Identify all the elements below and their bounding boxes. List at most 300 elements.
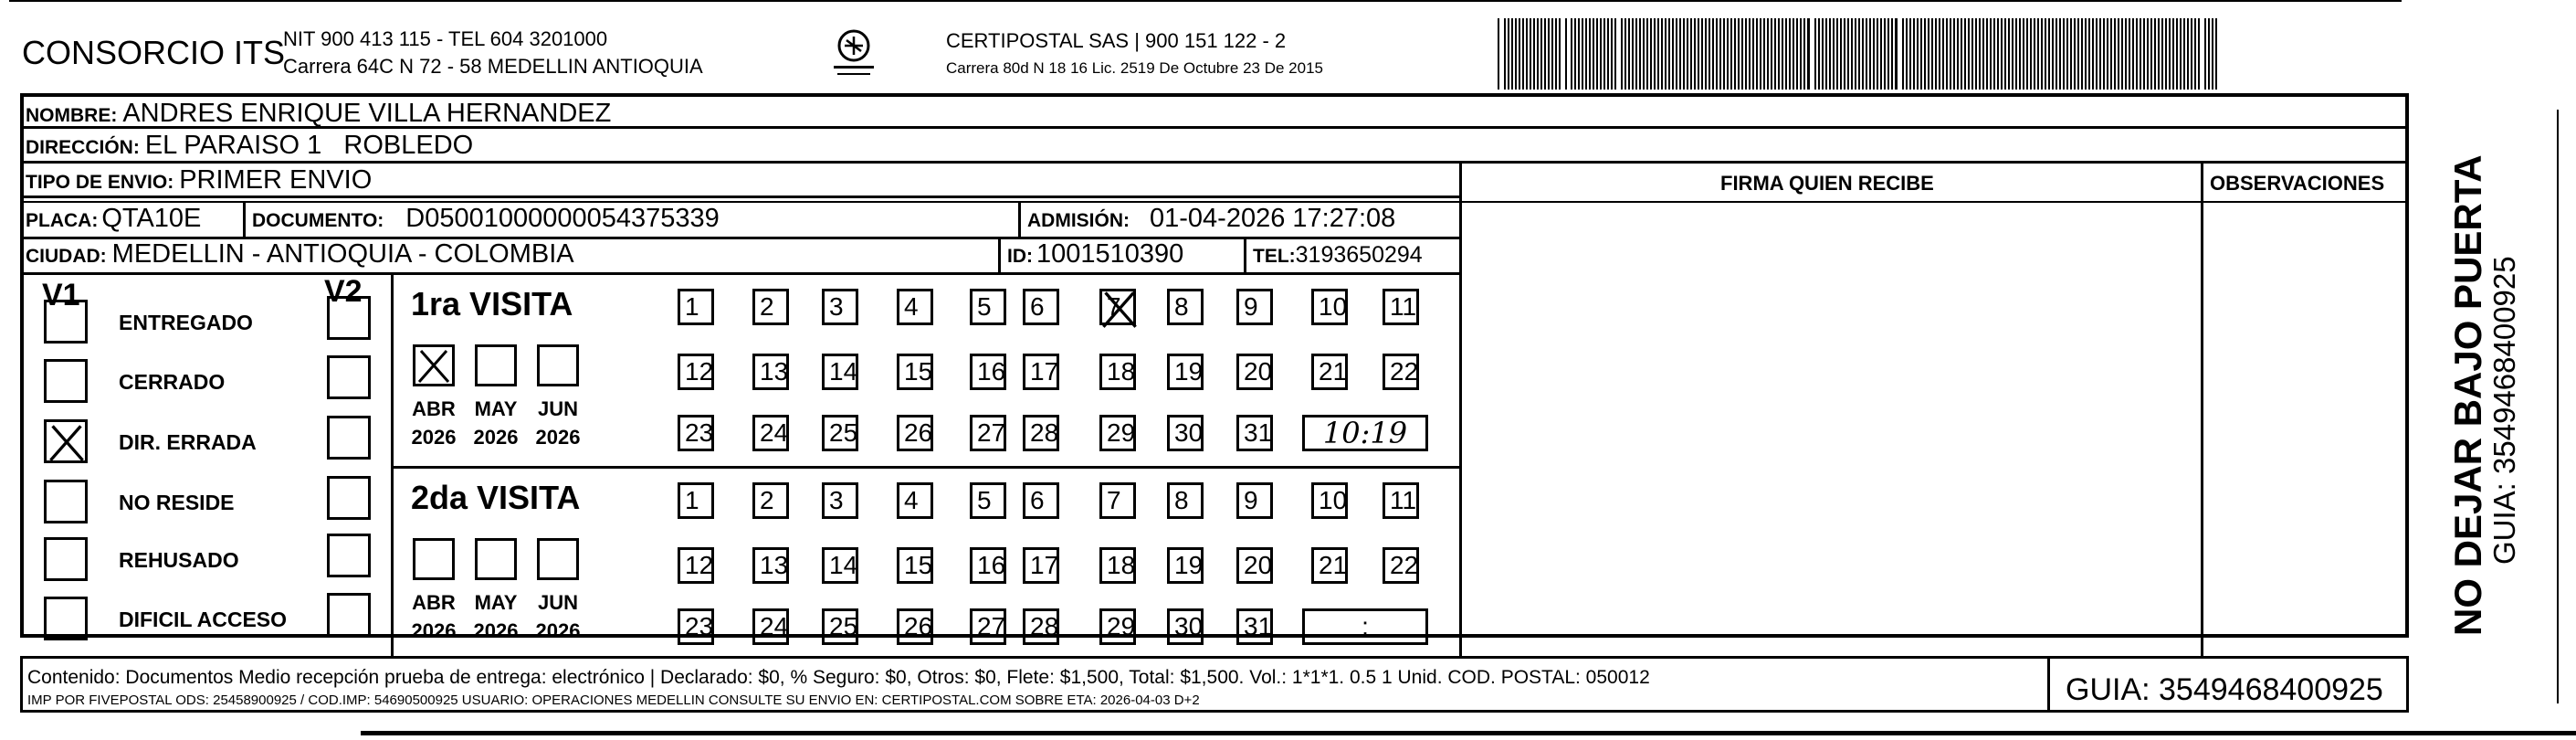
barcode-bar <box>1661 18 1663 90</box>
day-number: 24 <box>760 612 789 640</box>
barcode-bar <box>2045 18 2046 90</box>
barcode-bar <box>2114 18 2116 90</box>
barcode-bar <box>1683 18 1685 90</box>
day-box[interactable] <box>1099 415 1136 451</box>
barcode-bar <box>1705 18 1707 90</box>
barcode-bar <box>1891 18 1893 90</box>
carrier-line2: Carrera 80d N 18 16 Lic. 2519 De Octubre 23 De 2015 <box>946 59 1323 77</box>
day-box[interactable] <box>1236 415 1273 451</box>
barcode-bar <box>2158 18 2160 90</box>
day-box[interactable] <box>970 415 1006 451</box>
barcode-bar <box>1745 18 1747 90</box>
barcode-bar <box>2212 18 2213 90</box>
barcode-bar <box>1522 18 1524 90</box>
barcode-bar <box>1727 18 1729 90</box>
row-divider <box>20 161 2409 164</box>
barcode-bar <box>1858 18 1860 90</box>
month-checkbox[interactable] <box>475 344 517 386</box>
barcode-bar <box>2136 18 2138 90</box>
day-number: 25 <box>829 612 858 640</box>
field-divider <box>1018 201 1021 237</box>
barcode-bar <box>1574 18 1576 90</box>
day-number: 15 <box>904 551 933 579</box>
day-box[interactable] <box>1023 482 1059 519</box>
day-box[interactable] <box>897 482 933 519</box>
barcode-bar <box>2129 18 2130 90</box>
day-box[interactable] <box>1236 547 1273 584</box>
barcode-bar <box>1800 18 1802 90</box>
month-year: 2026 <box>411 426 457 449</box>
day-box[interactable] <box>1023 547 1059 584</box>
barcode-bar <box>1986 18 1988 90</box>
day-number: 8 <box>1174 486 1189 514</box>
day-box[interactable] <box>897 354 933 390</box>
field-divider <box>243 201 246 237</box>
barcode-bar <box>1818 18 1820 90</box>
v1-checkbox-4[interactable] <box>44 537 88 581</box>
day-number: 12 <box>685 357 714 386</box>
day-box[interactable] <box>1383 354 1419 390</box>
day-box[interactable] <box>970 354 1006 390</box>
barcode-bar <box>1862 18 1864 90</box>
barcode-bar <box>1508 18 1509 90</box>
barcode-bar <box>1614 18 1616 90</box>
check-mark-icon <box>1099 289 1140 329</box>
day-box[interactable] <box>1167 415 1204 451</box>
barcode-bar <box>1585 18 1587 90</box>
day-box[interactable] <box>1383 289 1419 325</box>
barcode-bar <box>2194 18 2196 90</box>
day-box[interactable] <box>1167 289 1204 325</box>
visit-time-box[interactable] <box>1302 608 1428 645</box>
day-number: 2 <box>760 486 774 514</box>
barcode-bar <box>2121 18 2123 90</box>
day-box[interactable] <box>752 547 789 584</box>
day-box[interactable] <box>897 289 933 325</box>
v2-checkbox-0[interactable] <box>327 296 371 340</box>
day-number: 26 <box>904 418 933 447</box>
barcode-bar <box>1836 18 1838 90</box>
month-checkbox[interactable] <box>413 538 455 580</box>
barcode-bar <box>1950 18 1951 90</box>
barcode-bar <box>1760 18 1761 90</box>
month-year: 2026 <box>535 619 581 642</box>
day-number: 16 <box>977 357 1006 386</box>
day-number: 20 <box>1244 551 1273 579</box>
barcode-bar <box>2169 18 2171 90</box>
day-number: 22 <box>1390 357 1419 386</box>
barcode-bar <box>2041 18 2043 90</box>
v2-checkbox-5[interactable] <box>327 593 371 637</box>
barcode-bar <box>2063 18 2065 90</box>
tipo-envio-label: TIPO DE ENVIO: <box>26 172 174 193</box>
day-number: 27 <box>977 418 1006 447</box>
day-box[interactable] <box>1099 608 1136 645</box>
day-box[interactable] <box>970 547 1006 584</box>
barcode-bar <box>1982 18 1984 90</box>
day-number: 17 <box>1030 357 1059 386</box>
nombre-value: ANDRES ENRIQUE VILLA HERNANDEZ <box>122 99 612 128</box>
day-number: 5 <box>977 292 992 321</box>
day-number: 19 <box>1174 357 1204 386</box>
barcode-bar <box>2118 18 2119 90</box>
visit-time-box[interactable] <box>1302 415 1428 451</box>
barcode-bar <box>2081 18 2083 90</box>
barcode-bar <box>1763 18 1765 90</box>
barcode-bar <box>2172 18 2174 90</box>
barcode-bar <box>1866 18 1867 90</box>
month-year: 2026 <box>473 426 519 449</box>
barcode-bar <box>1504 18 1506 90</box>
day-number: 22 <box>1390 551 1419 579</box>
day-box[interactable] <box>678 415 714 451</box>
barcode-bar <box>1621 18 1623 90</box>
day-box[interactable] <box>1383 482 1419 519</box>
barcode-bar <box>1924 18 1926 90</box>
barcode-bar <box>1774 18 1776 90</box>
day-box[interactable] <box>1099 547 1136 584</box>
day-box[interactable] <box>897 415 933 451</box>
barcode-bar <box>2103 18 2105 90</box>
barcode-bar <box>1551 18 1553 90</box>
day-number: 11 <box>1390 486 1417 514</box>
day-box[interactable] <box>822 415 858 451</box>
barcode-bar <box>1975 18 1977 90</box>
day-box[interactable] <box>822 608 858 645</box>
day-box[interactable] <box>897 608 933 645</box>
barcode-bar <box>1690 18 1692 90</box>
day-number: 13 <box>760 551 789 579</box>
v1-checkbox-0[interactable] <box>44 300 88 344</box>
barcode-bar <box>1559 18 1561 90</box>
day-number: 12 <box>685 551 714 579</box>
day-box[interactable] <box>1167 608 1204 645</box>
day-number: 21 <box>1319 551 1348 579</box>
barcode-bar <box>1571 18 1572 90</box>
barcode-bar <box>1544 18 1546 90</box>
barcode-bar <box>1789 18 1791 90</box>
barcode-bar <box>2204 18 2206 90</box>
barcode-bar <box>1611 18 1613 90</box>
day-box[interactable] <box>970 482 1006 519</box>
barcode-bar <box>1624 18 1626 90</box>
barcode-bar <box>1961 18 1962 90</box>
day-box[interactable] <box>678 289 714 325</box>
barcode-bar <box>1906 18 1908 90</box>
month-name: MAY <box>474 591 518 614</box>
placa-value: QTA10E <box>101 204 202 233</box>
day-box[interactable] <box>752 608 789 645</box>
barcode-bar <box>2150 18 2152 90</box>
tipo-envio-value: PRIMER ENVIO <box>179 165 373 195</box>
barcode-bar <box>1752 18 1754 90</box>
barcode-bar <box>1756 18 1758 90</box>
barcode-bar <box>1814 18 1816 90</box>
barcode-bar <box>1654 18 1656 90</box>
barcode-bar <box>1964 18 1966 90</box>
barcode-bar <box>1884 18 1886 90</box>
barcode-bar <box>2088 18 2090 90</box>
day-box[interactable] <box>678 608 714 645</box>
barcode-bar <box>2004 18 2006 90</box>
side-edge-line <box>2557 110 2559 703</box>
barcode-bar <box>2176 18 2178 90</box>
barcode-bar <box>1701 18 1703 90</box>
day-number: 25 <box>829 418 858 447</box>
barcode-bar <box>2030 18 2032 90</box>
barcode-bar <box>2001 18 2003 90</box>
day-box[interactable] <box>1311 289 1348 325</box>
day-number: 15 <box>904 357 933 386</box>
barcode-bar <box>2034 18 2035 90</box>
barcode-bar <box>1807 18 1810 90</box>
barcode-bar <box>1533 18 1535 90</box>
row-divider <box>20 201 2409 203</box>
barcode-bar <box>1712 18 1714 90</box>
day-box[interactable] <box>752 482 789 519</box>
month-checkbox[interactable] <box>475 538 517 580</box>
v2-checkbox-3[interactable] <box>327 476 371 520</box>
bottom-rule <box>361 731 2576 735</box>
barcode-bar <box>2059 18 2061 90</box>
barcode-bar <box>2026 18 2028 90</box>
company-name: CONSORCIO ITS <box>22 34 286 71</box>
day-box[interactable] <box>1023 289 1059 325</box>
day-box[interactable] <box>752 354 789 390</box>
day-number: 28 <box>1030 418 1059 447</box>
barcode-bar <box>1719 18 1721 90</box>
day-box[interactable] <box>897 547 933 584</box>
day-box[interactable] <box>970 289 1006 325</box>
month-name: JUN <box>537 591 578 614</box>
barcode-bar <box>1698 18 1699 90</box>
day-box[interactable] <box>678 482 714 519</box>
barcode-bar <box>1734 18 1736 90</box>
day-box[interactable] <box>822 354 858 390</box>
tracking-barcode <box>1498 18 2228 90</box>
placa-label: PLACA: <box>26 210 99 231</box>
status-divider <box>391 272 394 656</box>
barcode-bar <box>1785 18 1787 90</box>
day-number: 16 <box>977 551 1006 579</box>
day-number: 23 <box>685 612 714 640</box>
month-checkbox[interactable] <box>413 344 455 386</box>
month-checkbox[interactable] <box>537 538 579 580</box>
day-box[interactable] <box>1236 354 1273 390</box>
barcode-bar <box>1869 18 1871 90</box>
barcode-bar <box>1917 18 1919 90</box>
day-box[interactable] <box>1167 482 1204 519</box>
field-divider <box>998 237 1001 272</box>
barcode-bar <box>1942 18 1944 90</box>
form-frame <box>20 93 2409 638</box>
v2-checkbox-1[interactable] <box>327 355 371 399</box>
barcode-bar <box>1902 18 1904 90</box>
day-box[interactable] <box>1311 482 1348 519</box>
day-box[interactable] <box>1236 482 1273 519</box>
barcode-bar <box>1716 18 1718 90</box>
barcode-bar <box>2208 18 2210 90</box>
day-number: 10 <box>1319 292 1348 321</box>
day-number: 21 <box>1319 357 1348 386</box>
day-number: 29 <box>1107 418 1136 447</box>
visit-divider <box>391 466 1459 469</box>
barcode-bar <box>2125 18 2127 90</box>
barcode-bar <box>1829 18 1831 90</box>
barcode-bar <box>2037 18 2039 90</box>
v2-checkbox-2[interactable] <box>327 416 371 460</box>
barcode-bar <box>1530 18 1531 90</box>
day-box[interactable] <box>822 482 858 519</box>
admision-value: 01-04-2026 17:27:08 <box>1150 204 1396 233</box>
v1-checkbox-5[interactable] <box>44 597 88 640</box>
barcode-bar <box>1796 18 1798 90</box>
barcode-bar <box>2096 18 2098 90</box>
no-dejar-bajo-puerta: NO DEJAR BAJO PUERTA <box>2446 154 2489 636</box>
day-box[interactable] <box>1236 608 1273 645</box>
barcode-bar <box>1646 18 1648 90</box>
barcode-bar <box>2154 18 2156 90</box>
status-label: ENTREGADO <box>119 311 253 334</box>
barcode-bar <box>1997 18 1999 90</box>
barcode-bar <box>2187 18 2189 90</box>
barcode-bar <box>1643 18 1645 90</box>
month-year: 2026 <box>411 619 457 642</box>
day-box[interactable] <box>1383 547 1419 584</box>
barcode-bar <box>1887 18 1889 90</box>
barcode-bar <box>2107 18 2108 90</box>
day-box[interactable] <box>1099 482 1136 519</box>
day-number: 20 <box>1244 357 1273 386</box>
direccion-label: DIRECCIÓN: <box>26 137 140 158</box>
day-number: 1 <box>685 292 699 321</box>
barcode-bar <box>1672 18 1674 90</box>
barcode-bar <box>1935 18 1937 90</box>
day-box[interactable] <box>1167 547 1204 584</box>
barcode-bar <box>2191 18 2192 90</box>
day-box[interactable] <box>822 547 858 584</box>
barcode-bar <box>1895 18 1898 90</box>
barcode-bar <box>2143 18 2145 90</box>
barcode-bar <box>1993 18 1995 90</box>
ciudad-label: CIUDAD: <box>26 246 107 267</box>
barcode-bar <box>1668 18 1670 90</box>
visit-title: 1ra VISITA <box>411 285 573 322</box>
visit-time: 10:19 <box>1322 416 1408 450</box>
day-box[interactable] <box>1311 547 1348 584</box>
visit-time: : <box>1362 612 1369 640</box>
barcode-bar <box>1687 18 1688 90</box>
barcode-bar <box>1971 18 1973 90</box>
v1-checkbox-1[interactable] <box>44 359 88 403</box>
day-box[interactable] <box>1167 354 1204 390</box>
barcode-bar <box>1537 18 1539 90</box>
day-box[interactable] <box>678 354 714 390</box>
barcode-bar <box>1607 18 1609 90</box>
day-box[interactable] <box>1023 354 1059 390</box>
barcode-bar <box>2056 18 2057 90</box>
day-number: 30 <box>1174 612 1204 640</box>
day-box[interactable] <box>1236 289 1273 325</box>
day-number: 18 <box>1107 551 1136 579</box>
day-number: 6 <box>1030 486 1045 514</box>
barcode-bar <box>1931 18 1933 90</box>
month-year: 2026 <box>473 619 519 642</box>
day-number: 23 <box>685 418 714 447</box>
barcode-bar <box>1628 18 1630 90</box>
barcode-bar <box>1979 18 1981 90</box>
day-number: 29 <box>1107 612 1136 640</box>
barcode-bar <box>2019 18 2021 90</box>
barcode-bar <box>1968 18 1970 90</box>
day-number: 8 <box>1174 292 1189 321</box>
barcode-bar <box>1844 18 1845 90</box>
barcode-bar <box>1822 18 1824 90</box>
day-number: 28 <box>1030 612 1059 640</box>
v1-checkbox-3[interactable] <box>44 480 88 523</box>
day-number: 17 <box>1030 551 1059 579</box>
day-box[interactable] <box>1023 415 1059 451</box>
day-number: 9 <box>1244 292 1258 321</box>
documento-label: DOCUMENTO: <box>252 210 384 231</box>
barcode-bar <box>2077 18 2079 90</box>
barcode-bar <box>1920 18 1922 90</box>
barcode-bar <box>1873 18 1875 90</box>
day-box[interactable] <box>752 289 789 325</box>
barcode-bar <box>2198 18 2200 90</box>
day-box[interactable] <box>1023 608 1059 645</box>
ciudad-value: MEDELLIN - ANTIOQUIA - COLOMBIA <box>111 239 574 269</box>
postal-emblem-icon <box>826 27 881 82</box>
day-number: 10 <box>1319 486 1348 514</box>
barcode-bar <box>1589 18 1591 90</box>
carrier-line1: CERTIPOSTAL SAS | 900 151 122 - 2 <box>946 29 1287 52</box>
day-box[interactable] <box>1099 289 1136 325</box>
month-checkbox[interactable] <box>537 344 579 386</box>
status-label: DIR. ERRADA <box>119 430 257 454</box>
day-number: 7 <box>1107 486 1121 514</box>
nombre-label: NOMBRE: <box>26 105 118 126</box>
barcode-bar <box>1723 18 1725 90</box>
day-box[interactable] <box>752 415 789 451</box>
status-label: CERRADO <box>119 370 226 394</box>
day-number: 7 <box>1107 292 1121 321</box>
day-number: 14 <box>829 357 858 386</box>
v2-checkbox-4[interactable] <box>327 534 371 577</box>
barcode-bar <box>2015 18 2017 90</box>
barcode-bar <box>2110 18 2112 90</box>
check-mark-icon <box>415 347 452 384</box>
barcode-bar <box>1877 18 1878 90</box>
v1-checkbox-2[interactable] <box>44 419 88 463</box>
day-box[interactable] <box>678 547 714 584</box>
barcode-bar <box>1709 18 1710 90</box>
day-number: 19 <box>1174 551 1204 579</box>
barcode-bar <box>1803 18 1805 90</box>
barcode-bar <box>2008 18 2010 90</box>
direccion-value: EL PARAISO 1 ROBLEDO <box>144 131 474 160</box>
day-number: 1 <box>685 486 699 514</box>
day-box[interactable] <box>822 289 858 325</box>
barcode-bar <box>1880 18 1882 90</box>
day-box[interactable] <box>1311 354 1348 390</box>
certipostal-logo <box>826 27 881 82</box>
visit-title: 2da VISITA <box>411 479 581 516</box>
barcode-bar <box>1946 18 1948 90</box>
barcode-bar <box>2165 18 2167 90</box>
day-box[interactable] <box>1099 354 1136 390</box>
day-box[interactable] <box>970 608 1006 645</box>
